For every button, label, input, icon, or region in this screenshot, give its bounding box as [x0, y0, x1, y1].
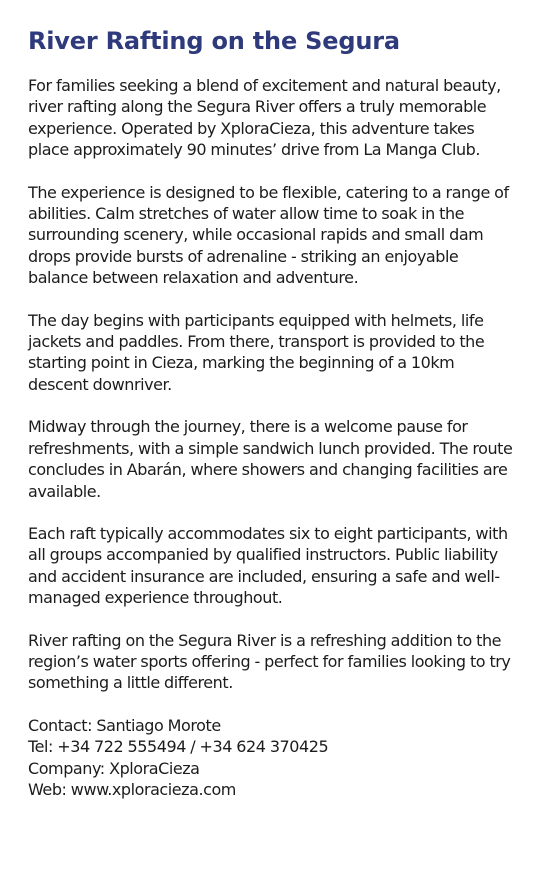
paragraph-experience: The experience is designed to be flexible, catering to a range of abilities. Calm stretches of water allow time to soak in the surrounding scenery, while occasional rapids and small dam drops provide bursts of adrenaline - striking an enjoyable balance between relaxation and adventure.	[28, 182, 509, 288]
contact-telephone: Tel: +34 722 555494 / +34 624 370425	[28, 737, 329, 757]
contact-block	[28, 715, 513, 801]
paragraph-midway: Midway through the journey, there is a welcome pause for refreshments, with a simple sandwich lunch provided. The route concludes in Abarán, where showers and changing facilities are available.	[28, 417, 513, 501]
contact-website: Web: www.xploracieza.com	[28, 779, 236, 799]
paragraph-intro: For families seeking a blend of excitement and natural beauty, river rafting along the Segura River offers a truly memorable experience. Operated by XploraCieza, this adventure takes place approximately 90 minutes’ drive from La Manga Club.	[28, 76, 501, 160]
contact-company: Company: XploraCieza	[28, 758, 200, 778]
paragraph-day-begins: The day begins with participants equipped with helmets, life jackets and paddles. From there, transport is provided to the starting point in Cieza, marking the beginning of a 10km descent downriver.	[28, 310, 485, 394]
article	[28, 24, 513, 800]
paragraph-conclusion: River rafting on the Segura River is a refreshing addition to the region’s water sports offering - perfect for families looking to try something a little different.	[28, 630, 511, 693]
article-title: River Rafting on the Segura	[28, 27, 400, 55]
contact-name: Contact: Santiago Morote	[28, 715, 221, 735]
paragraph-raft-capacity: Each raft typically accommodates six to eight participants, with all groups accompanied by qualified instructors. Public liability and accident insurance are included, ensuring a safe and well-managed experience throughout.	[28, 523, 508, 608]
